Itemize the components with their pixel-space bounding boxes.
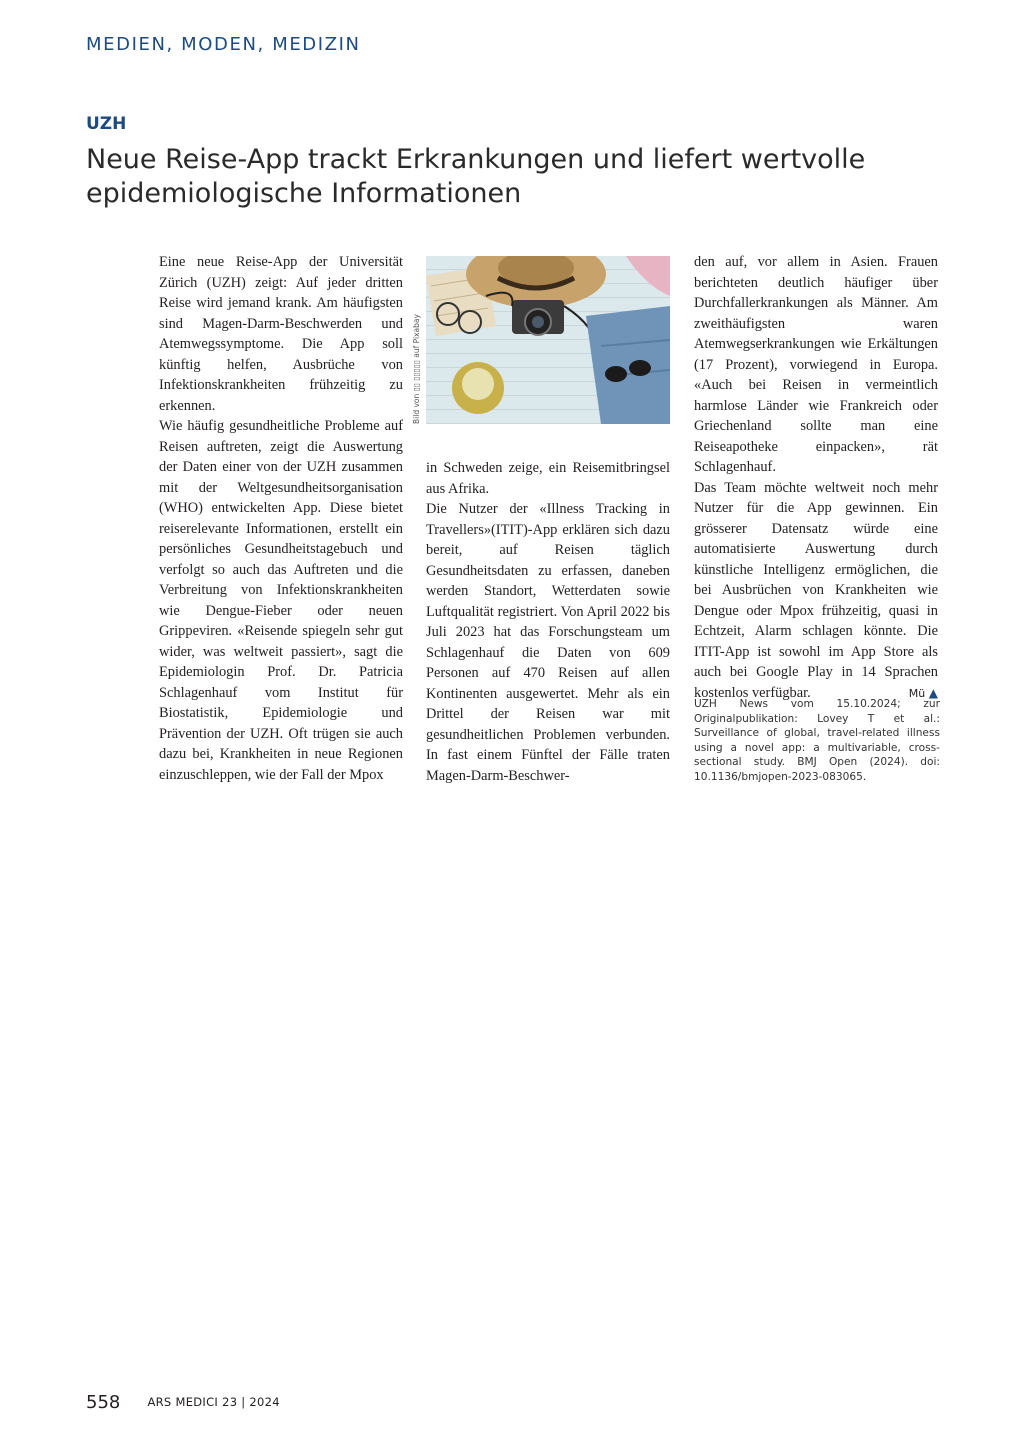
page-number: 558	[86, 1392, 121, 1413]
source-note: UZH News vom 15.10.2024; zur Originalpublikation: Lovey T et al.: Surveillance of global, travel-related illness using a novel app: a multivariable, cross-sectional study. BMJ Open (2024). doi: 10.1136/bmjopen-2023-083065.	[694, 698, 940, 783]
photo-credit: Bild von ▯▯ ▯▯▯▯▯ auf Pixabay	[412, 314, 421, 424]
end-mark-icon: ▲	[928, 686, 938, 700]
paragraph: Wie häufig gesundheitliche Probleme auf Reisen auftreten, zeigt die Auswertung der Daten einer von der UZH zusammen mit der Weltgesundheitsorganisation (WHO) entwickelten App. Diese bietet reiserelevante Informationen, erstellt ein persönliches Gesundheitstagebuch und verfolgt so auch das Auftreten und die Verbreitung von Infektionskrankheiten wie Dengue-Fieber oder neuen Grippeviren. «Reisende spiegeln sehr gut wider, was weltweit passiert», sagt die Epidemiologin Prof. Dr. Patricia Schlagenhauf vom Institut für Biostatistik, Epidemiologie und Prävention der UZH. Oft trügen sie auch dazu bei, Krankheiten in neue Regionen einzuschleppen, wie der Fall der Mpox	[159, 418, 403, 783]
author-initials: Mü	[908, 687, 926, 700]
travel-photo	[426, 256, 670, 424]
page-footer	[86, 1392, 280, 1413]
section-label: MEDIEN, MODEN, MEDIZIN	[86, 34, 361, 55]
paragraph: Das Team möchte weltweit noch mehr Nutzer für die App gewinnen. Ein grösserer Datensatz würde eine automatisierte Auswertung durch künstliche Intelligenz ermöglichen, die bei Ausbrüchen von Krankheiten wie Dengue oder Mpox frühzeitig, quasi in Echtzeit, Alarm schlagen könnte. Die ITIT-App ist sowohl im App Store als auch bei Google Play in 14 Sprachen kostenlos verfügbar.	[694, 479, 938, 701]
paragraph: den auf, vor allem in Asien. Frauen berichteten deutlich häufiger über Durchfallerkrankungen als Männer. Am zweithäufigsten waren Atemwegserkrankungen wie Erkältungen (17 Prozent), vorwiegend in Europa. «Auch bei Reisen in vermeintlich harmlose Länder wie Frankreich oder Griechenland sollte man eine Reiseapotheke einpacken», rät Schlagenhauf.	[694, 254, 938, 475]
journal-issue: ARS MEDICI 23 | 2024	[147, 1395, 280, 1409]
article-kicker: UZH	[86, 114, 127, 134]
article-column-2	[426, 458, 670, 786]
paragraph: Eine neue Reise-App der Universität Zürich (UZH) zeigt: Auf jeder dritten Reise wird jemand krank. Am häufigsten sind Magen-Darm-Beschwerden und Atemwegssymptome. Die App soll künftig helfen, Ausbrüche von Infektionskrankheiten frühzeitig zu erkennen.	[159, 254, 403, 414]
paragraph: Die Nutzer der «Illness Tracking in Travellers»(ITIT)-App erklären sich dazu bereit, auf Reisen täglich Gesundheitsdaten zu erfassen, daneben werden Standort, Wetterdaten sowie Luftqualität registriert. Von April 2022 bis Juli 2023 hat das Forschungsteam um Schlagenhauf die Daten von 609 Personen auf 470 Reisen auf allen Kontinenten ausgewertet. Mehr als ein Drittel der Reisen war mit gesundheitlichen Problemen verbunden. In fast einem Fünftel der Fälle traten Magen-Darm-Beschwer-	[426, 501, 670, 784]
article-column-1	[159, 252, 403, 785]
article-title: Neue Reise-App trackt Erkrankungen und liefert wertvolle epidemiologische Informationen	[86, 144, 866, 209]
paragraph: in Schweden zeige, ein Reisemitbringsel aus Afrika.	[426, 460, 670, 497]
article-column-3	[694, 252, 938, 705]
